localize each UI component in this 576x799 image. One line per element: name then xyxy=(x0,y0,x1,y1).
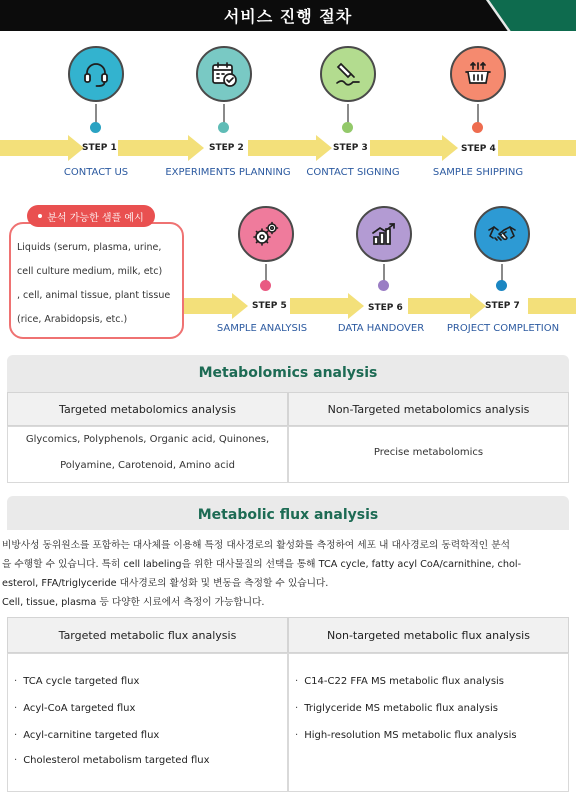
flow-band xyxy=(408,298,470,314)
bar-chart-icon xyxy=(369,219,399,249)
sample-tag-badge xyxy=(27,205,155,227)
flux-description-line-4: Cell, tissue, plasma 등 다양한 시료에서 측정이 가능합니다. xyxy=(2,597,265,608)
list-item: · High-resolution MS metabolic flux analysis xyxy=(295,730,517,741)
flux-cell-non-targeted xyxy=(288,653,569,792)
step-3-stem xyxy=(347,104,349,124)
step-3-dot xyxy=(342,122,353,133)
flux-targeted-item-3: Acyl-carnitine targeted flux xyxy=(23,730,160,741)
flow-arrow xyxy=(188,135,204,161)
flow-band xyxy=(290,298,348,314)
flow-arrow xyxy=(470,293,486,319)
metabolomics-header-targeted: Targeted metabolomics analysis xyxy=(7,392,288,426)
step-2-label: STEP 2 xyxy=(209,143,244,153)
step-3-name: CONTACT SIGNING xyxy=(306,167,400,178)
list-item: · C14-C22 FFA MS metabolic flux analysis xyxy=(295,676,505,687)
flux-cell-targeted xyxy=(7,653,288,792)
flow-band xyxy=(248,140,316,156)
flux-description-line-1: 비방사성 동위원소를 포함하는 대사체를 이용해 특정 대사경로의 활성화를 측정하여 세포 내 대사경로의 동력학적인 분석 xyxy=(2,540,510,551)
calendar-check-icon xyxy=(209,59,239,89)
flux-description xyxy=(2,536,570,614)
step-7-circle xyxy=(474,206,530,262)
step-6-dot xyxy=(378,280,389,291)
sample-line-2: cell culture medium, milk, etc) xyxy=(17,266,163,277)
sample-example-box xyxy=(9,222,184,339)
metabolomics-targeted-line-1: Glycomics, Polyphenols, Organic acid, Quinones, xyxy=(25,434,270,445)
sample-line-4: (rice, Arabidopsis, etc.) xyxy=(17,314,128,325)
flux-targeted-item-2: Acyl-CoA targeted flux xyxy=(23,703,136,714)
flow-band xyxy=(118,140,188,156)
list-item: · Cholesterol metabolism targeted flux xyxy=(14,755,210,766)
metabolomics-header-non-targeted: Non-Targeted metabolomics analysis xyxy=(288,392,569,426)
step-4-dot xyxy=(472,122,483,133)
flux-description-line-3: esterol, FFA/triglyceride 대사경로의 활성화 및 변동을 측정할 수 있습니다. xyxy=(2,578,329,589)
flux-title: Metabolic flux analysis xyxy=(197,507,379,523)
metabolomics-targeted-line-2: Polyamine, Carotenoid, Amino acid xyxy=(60,460,235,471)
gears-icon xyxy=(251,219,281,249)
shopping-basket-icon xyxy=(463,59,493,89)
bullet-icon xyxy=(38,214,42,218)
step-4-circle xyxy=(450,46,506,102)
step-2-stem xyxy=(223,104,225,124)
metabolomics-cell-targeted xyxy=(7,426,288,483)
step-2-circle xyxy=(196,46,252,102)
sample-line-3: , cell, animal tissue, plant tissue xyxy=(17,290,171,301)
metabolomics-non-targeted-text: Precise metabolomics xyxy=(373,447,484,458)
list-item: · Acyl-CoA targeted flux xyxy=(14,703,136,714)
step-1-dot xyxy=(90,122,101,133)
step-5-dot xyxy=(260,280,271,291)
step-3-circle xyxy=(320,46,376,102)
sample-line-1: Liquids (serum, plasma, urine, xyxy=(17,242,162,253)
step-3-label: STEP 3 xyxy=(333,143,368,153)
step-2-name: EXPERIMENTS PLANNING xyxy=(165,167,291,178)
step-1-stem xyxy=(95,104,97,124)
metabolomics-title: Metabolomics analysis xyxy=(198,365,378,381)
flux-header-targeted: Targeted metabolic flux analysis xyxy=(7,617,288,653)
step-1-circle xyxy=(68,46,124,102)
flow-arrow xyxy=(348,293,364,319)
flux-panel-header xyxy=(7,496,569,530)
step-5-circle xyxy=(238,206,294,262)
step-7-label: STEP 7 xyxy=(485,301,520,311)
flow-band xyxy=(184,298,232,314)
flux-description-line-2: 을 수행할 수 있습니다. 특히 cell labeling을 위한 대사물질의 선택을 통해 TCA cycle, fatty acyl CoA/carnithine, chol- xyxy=(2,559,522,570)
header-bar xyxy=(0,0,576,31)
flux-non-targeted-item-1: C14-C22 FFA MS metabolic flux analysis xyxy=(304,676,505,687)
flux-non-targeted-item-2: Triglyceride MS metabolic flux analysis xyxy=(304,703,498,714)
list-item: · Acyl-carnitine targeted flux xyxy=(14,730,160,741)
flow-band xyxy=(370,140,442,156)
contract-sign-icon xyxy=(333,59,363,89)
flow-arrow xyxy=(316,135,332,161)
step-6-name: DATA HANDOVER xyxy=(337,323,425,334)
step-5-name: SAMPLE ANALYSIS xyxy=(216,323,308,334)
list-item: · Triglyceride MS metabolic flux analysis xyxy=(295,703,498,714)
step-7-name: PROJECT COMPLETION xyxy=(446,323,560,334)
step-4-name: SAMPLE SHIPPING xyxy=(432,167,524,178)
step-4-stem xyxy=(477,104,479,124)
step-4-label: STEP 4 xyxy=(461,144,496,154)
flow-band xyxy=(528,298,576,314)
sample-tag-label: 분석 가능한 샘플 예시 xyxy=(47,212,144,224)
step-6-label: STEP 6 xyxy=(368,303,403,313)
list-item: · TCA cycle targeted flux xyxy=(14,676,140,687)
flow-band xyxy=(498,140,576,156)
step-7-dot xyxy=(496,280,507,291)
flow-band xyxy=(0,140,68,156)
flow-arrow xyxy=(232,293,248,319)
step-5-label: STEP 5 xyxy=(252,301,287,311)
metabolomics-cell-non-targeted xyxy=(288,426,569,483)
step-6-circle xyxy=(356,206,412,262)
step-2-dot xyxy=(218,122,229,133)
headset-icon xyxy=(81,59,111,89)
flux-targeted-item-4: Cholesterol metabolism targeted flux xyxy=(23,755,210,766)
flux-targeted-item-1: TCA cycle targeted flux xyxy=(23,676,140,687)
flux-header-non-targeted: Non-targeted metabolic flux analysis xyxy=(288,617,569,653)
flow-arrow xyxy=(442,135,458,161)
step-1-name: CONTACT US xyxy=(63,167,129,178)
handshake-icon xyxy=(487,219,517,249)
flux-non-targeted-item-3: High-resolution MS metabolic flux analysis xyxy=(304,730,517,741)
step-1-label: STEP 1 xyxy=(82,143,117,153)
page-title: 서비스 진행 절차 xyxy=(223,7,353,26)
